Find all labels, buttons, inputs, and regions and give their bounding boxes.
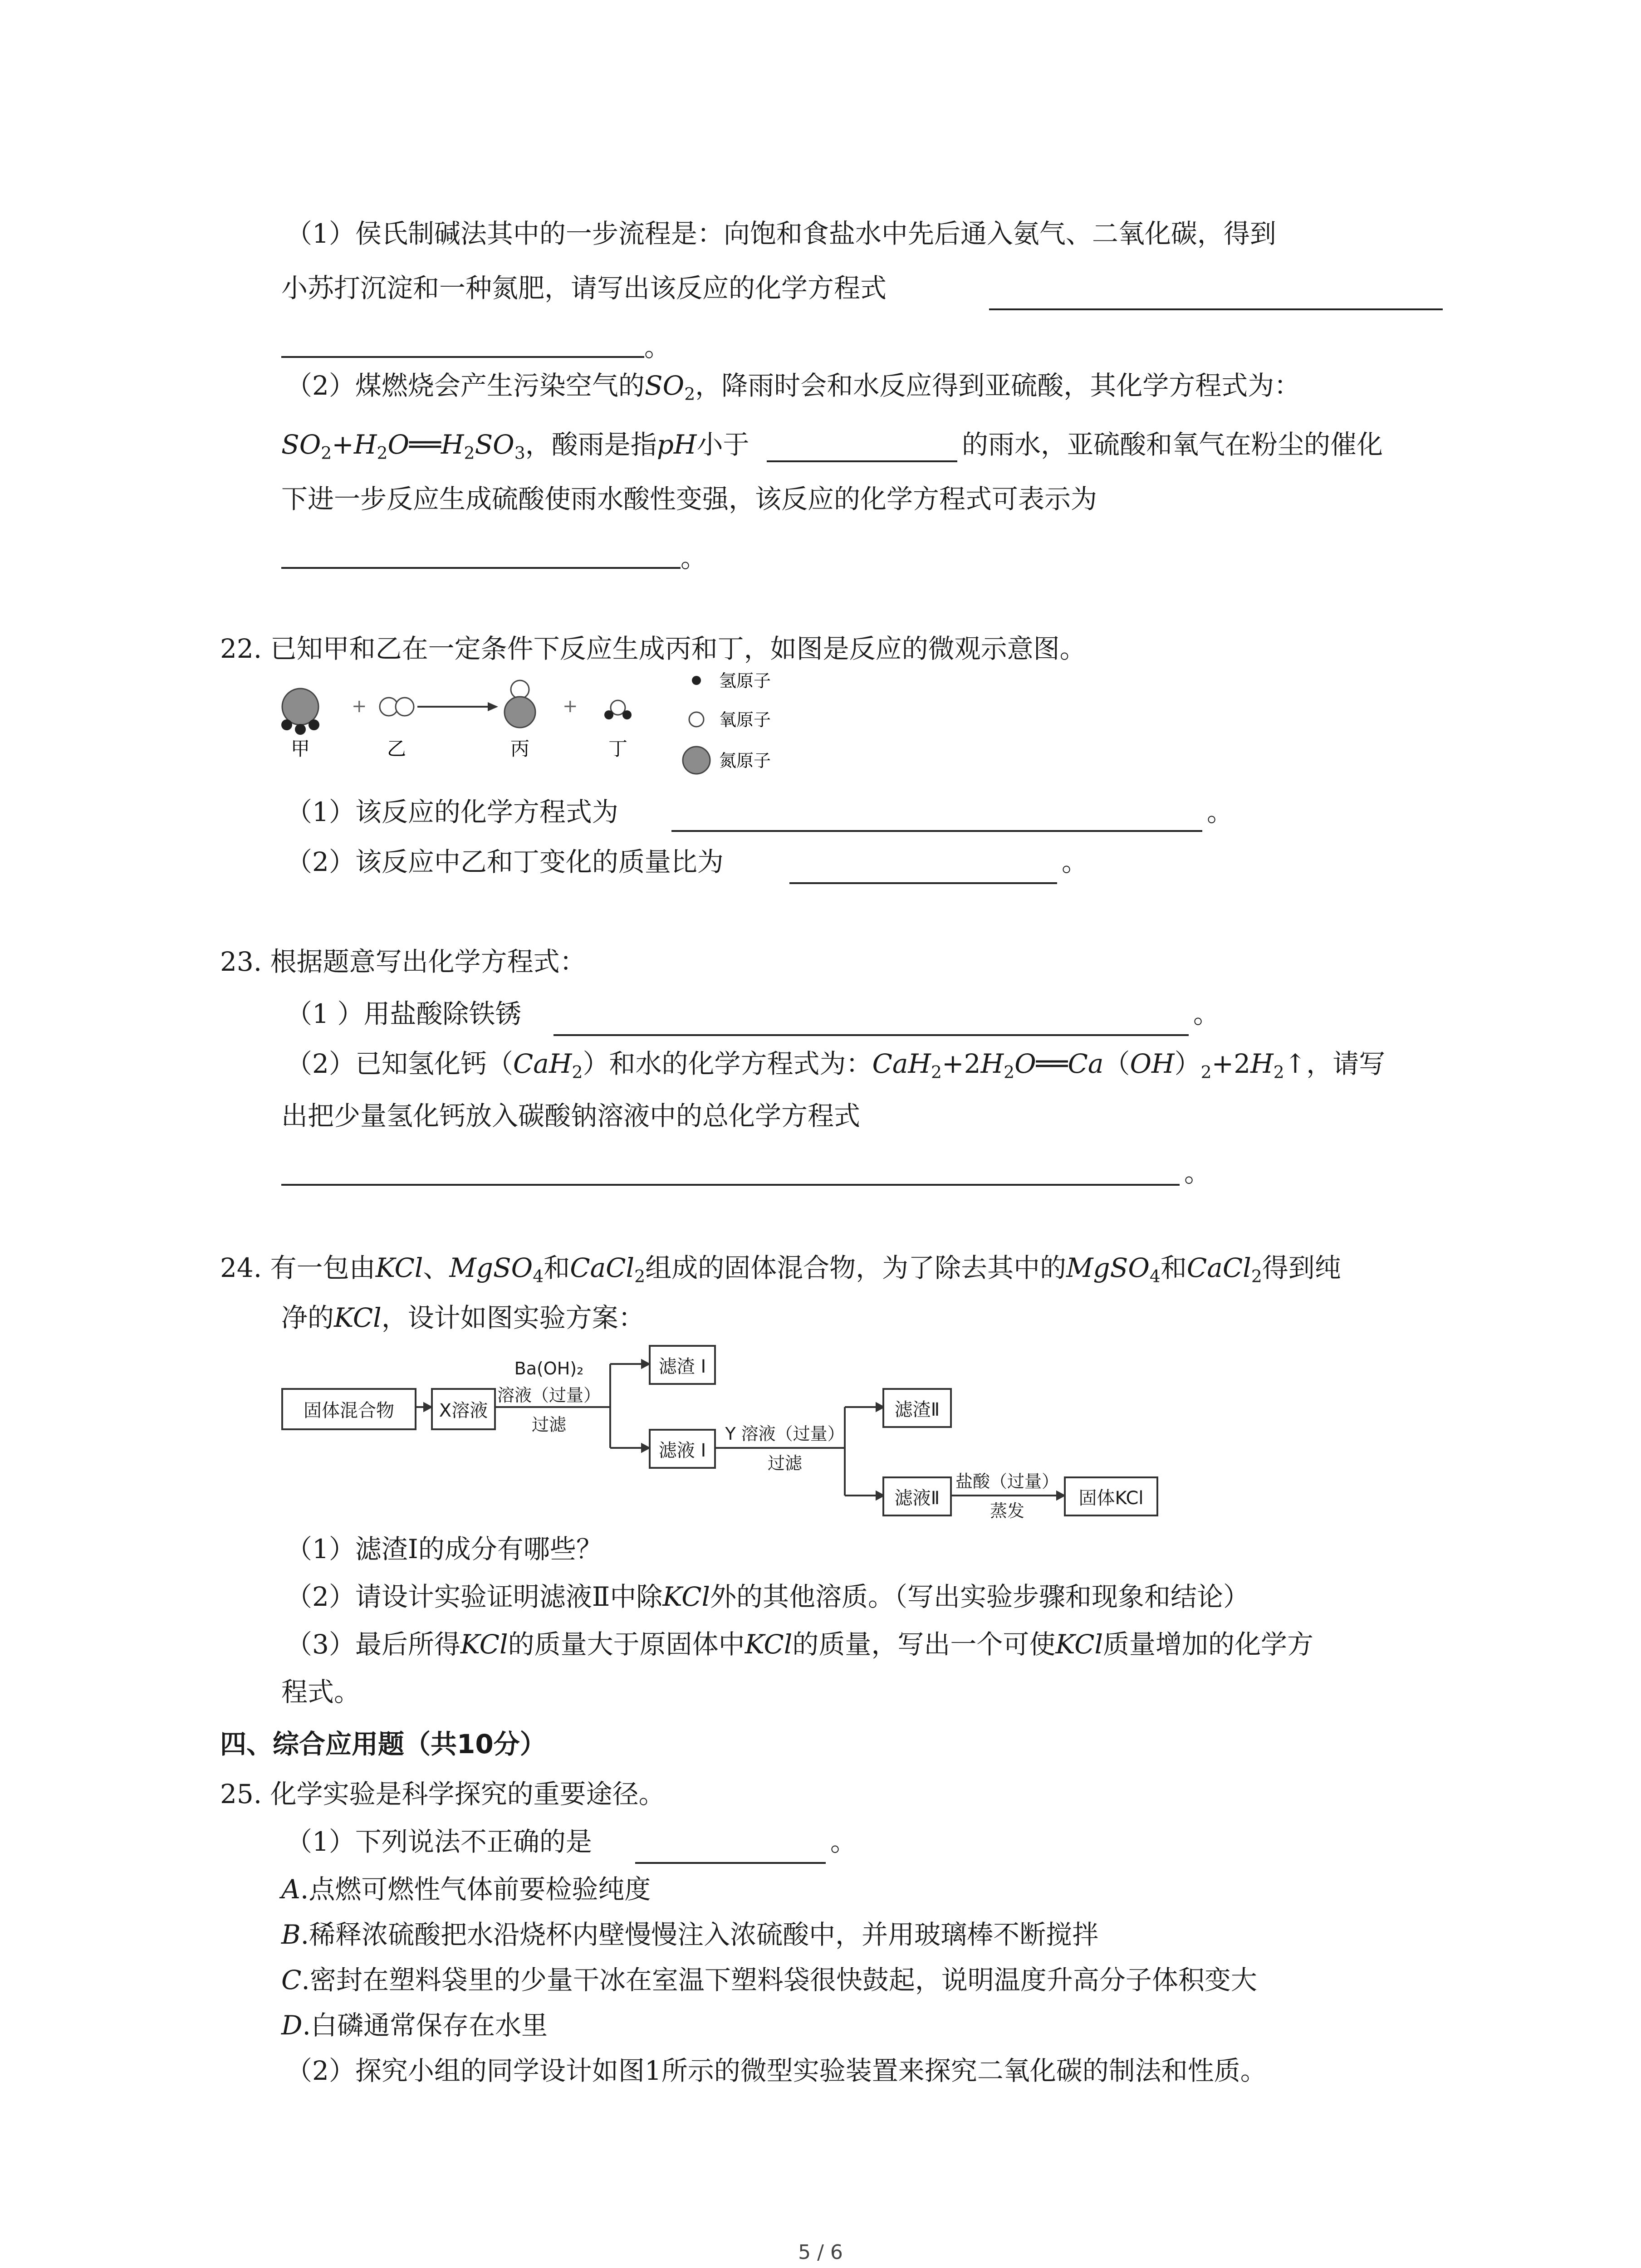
label-jia: 甲 xyxy=(290,738,310,760)
molecule-ding-icon xyxy=(604,700,632,719)
q23-part2-line1: （2）已知氢化钙（CaH$_2$）和水的化学方程式为：$CaH_2+2H_2O══Ca(OH)_2+2H_2↑$，请写 xyxy=(286,1048,1386,1082)
legend-nitrogen: 氮原子 xyxy=(719,751,771,771)
q23-part2-line2: 出把少量氢化钙放入碳酸钠溶液中的总化学方程式 xyxy=(281,1100,861,1131)
q23-period-1: 。 xyxy=(1193,998,1220,1029)
q23-stem: 23. 根据题意写出化学方程式： xyxy=(220,946,586,977)
q25-answer-blank-1[interactable] xyxy=(635,1862,826,1864)
q22-period-2: 。 xyxy=(1062,846,1088,877)
q21-part2-line3: 下进一步反应生成硫酸使雨水酸性变强，该反应的化学方程式可表示为 xyxy=(281,484,1097,514)
q22-micro-diagram xyxy=(272,671,817,807)
legend-hydrogen-icon xyxy=(692,676,701,685)
q23-answer-blank-2[interactable] xyxy=(281,1184,1180,1186)
q25-option-c: C.密封在塑料袋里的少量干冰在室温下塑料袋很快鼓起，说明温度升高分子体积变大 xyxy=(281,1965,1257,1995)
flow-box-product: 固体KCl xyxy=(1064,1476,1158,1516)
q24-part3-line1: （3）最后所得KCl的质量大于原固体中KCl的质量，写出一个可使KCl质量增加的化学方 xyxy=(286,1629,1314,1660)
q25-stem: 25. 化学实验是科学探究的重要途径。 xyxy=(220,1779,665,1809)
q23-answer-blank-1[interactable] xyxy=(554,1034,1189,1036)
q22-stem: 22. 已知甲和乙在一定条件下反应生成丙和丁，如图是反应的微观示意图。 xyxy=(220,633,1086,664)
q21-part2-line2-tail: 的雨水，亚硫酸和氧气在粉尘的催化 xyxy=(962,429,1383,460)
q24-stem-line2: 净的KCl，设计如图实验方案： xyxy=(281,1302,645,1333)
q24-part1: （1）滤渣Ⅰ的成分有哪些？ xyxy=(286,1534,603,1564)
q25-option-a: A.点燃可燃性气体前要检验纯度 xyxy=(281,1874,651,1905)
molecule-bing-icon xyxy=(505,680,535,728)
legend-oxygen: 氧原子 xyxy=(719,710,771,730)
reaction-arrow-icon xyxy=(417,702,498,711)
flow-reagent2-top: Y 溶液（过量） xyxy=(725,1424,845,1444)
q22-answer-blank-1[interactable] xyxy=(671,830,1202,832)
q21-part2-line1: （2）煤燃烧会产生污染空气的$SO_2$，降雨时会和水反应得到亚硫酸，其化学方程式为： xyxy=(286,370,1301,404)
plus-1: + xyxy=(352,696,367,717)
section-4-heading: 四、综合应用题（共10分） xyxy=(220,1729,546,1760)
q21-part2-line2: $SO_2+H_2O══H_2SO_3$，酸雨是指pH小于 xyxy=(281,429,749,463)
q21-ph-blank[interactable] xyxy=(767,460,957,462)
flow-reagent2-bot: 过滤 xyxy=(767,1453,802,1473)
legend-nitrogen-icon xyxy=(683,747,710,774)
page-number: 5 / 6 xyxy=(798,2241,843,2264)
q21-part1-line1: （1）侯氏制碱法其中的一步流程是：向饱和食盐水中先后通入氨气、二氧化碳，得到 xyxy=(286,218,1276,249)
q21-period-1: 。 xyxy=(644,332,671,362)
legend-hydrogen: 氢原子 xyxy=(719,671,771,691)
q24-part2: （2）请设计实验证明滤液Ⅱ中除KCl外的其他溶质。（写出实验步骤和现象和结论） xyxy=(286,1581,1250,1612)
legend-oxygen-icon xyxy=(689,712,704,727)
q21-answer-blank-1b[interactable] xyxy=(281,356,644,358)
q25-period-1: 。 xyxy=(830,1826,857,1857)
q21-period-2: 。 xyxy=(681,543,707,573)
flow-box-start: 固体混合物 xyxy=(281,1388,416,1430)
q25-option-d: D.白磷通常保存在水里 xyxy=(281,2010,548,2041)
flow-box-slag1: 滤渣 I xyxy=(649,1345,716,1385)
label-ding: 丁 xyxy=(608,738,628,760)
flow-reagent3-bot: 蒸发 xyxy=(989,1501,1024,1521)
q24-part3-line2: 程式。 xyxy=(281,1677,361,1707)
molecule-jia-icon xyxy=(281,689,319,735)
flow-box-filtrate2: 滤液Ⅱ xyxy=(882,1476,952,1516)
flow-reagent1-bot: 过滤 xyxy=(531,1415,566,1435)
flow-box-x: X溶液 xyxy=(431,1388,496,1430)
q21-answer-blank-1a[interactable] xyxy=(989,308,1443,310)
q21-part1-line2: 小苏打沉淀和一种氮肥，请写出该反应的化学方程式 xyxy=(281,273,887,303)
q25-option-b: B.稀释浓硫酸把水沿烧杯内壁慢慢注入浓硫酸中，并用玻璃棒不断搅拌 xyxy=(281,1919,1099,1950)
flow-reagent3-top: 盐酸（过量） xyxy=(955,1471,1059,1491)
label-yi: 乙 xyxy=(387,738,407,760)
q21-answer-blank-2[interactable] xyxy=(281,567,681,569)
q23-period-2: 。 xyxy=(1184,1157,1211,1188)
q22-part1: （1）该反应的化学方程式为 xyxy=(286,797,618,827)
flow-box-slag2: 滤渣Ⅱ xyxy=(882,1388,952,1428)
q25-part2: （2）探究小组的同学设计如图1所示的微型实验装置来探究二氧化碳的制法和性质。 xyxy=(286,2055,1267,2086)
label-bing: 丙 xyxy=(510,738,530,760)
flow-reagent1-top: Ba(OH)₂ xyxy=(514,1359,584,1378)
q22-answer-blank-2[interactable] xyxy=(789,882,1057,884)
plus-2: + xyxy=(563,696,578,717)
q22-period-1: 。 xyxy=(1207,797,1234,827)
q22-part2: （2）该反应中乙和丁变化的质量比为 xyxy=(286,846,724,877)
q24-stem-line1: 24. 有一包由KCl、MgSO$_4$和CaCl$_2$组成的固体混合物，为了除去其中的MgSO$_4$和CaCl$_2$得到纯 xyxy=(220,1252,1341,1286)
flow-box-filtrate1: 滤液 I xyxy=(649,1429,716,1469)
q23-part1: （1 ）用盐酸除铁锈 xyxy=(286,998,522,1029)
molecule-yi-icon xyxy=(380,698,414,716)
q25-part1: （1）下列说法不正确的是 xyxy=(286,1826,592,1857)
flow-reagent1-mid: 溶液（过量） xyxy=(497,1385,601,1405)
